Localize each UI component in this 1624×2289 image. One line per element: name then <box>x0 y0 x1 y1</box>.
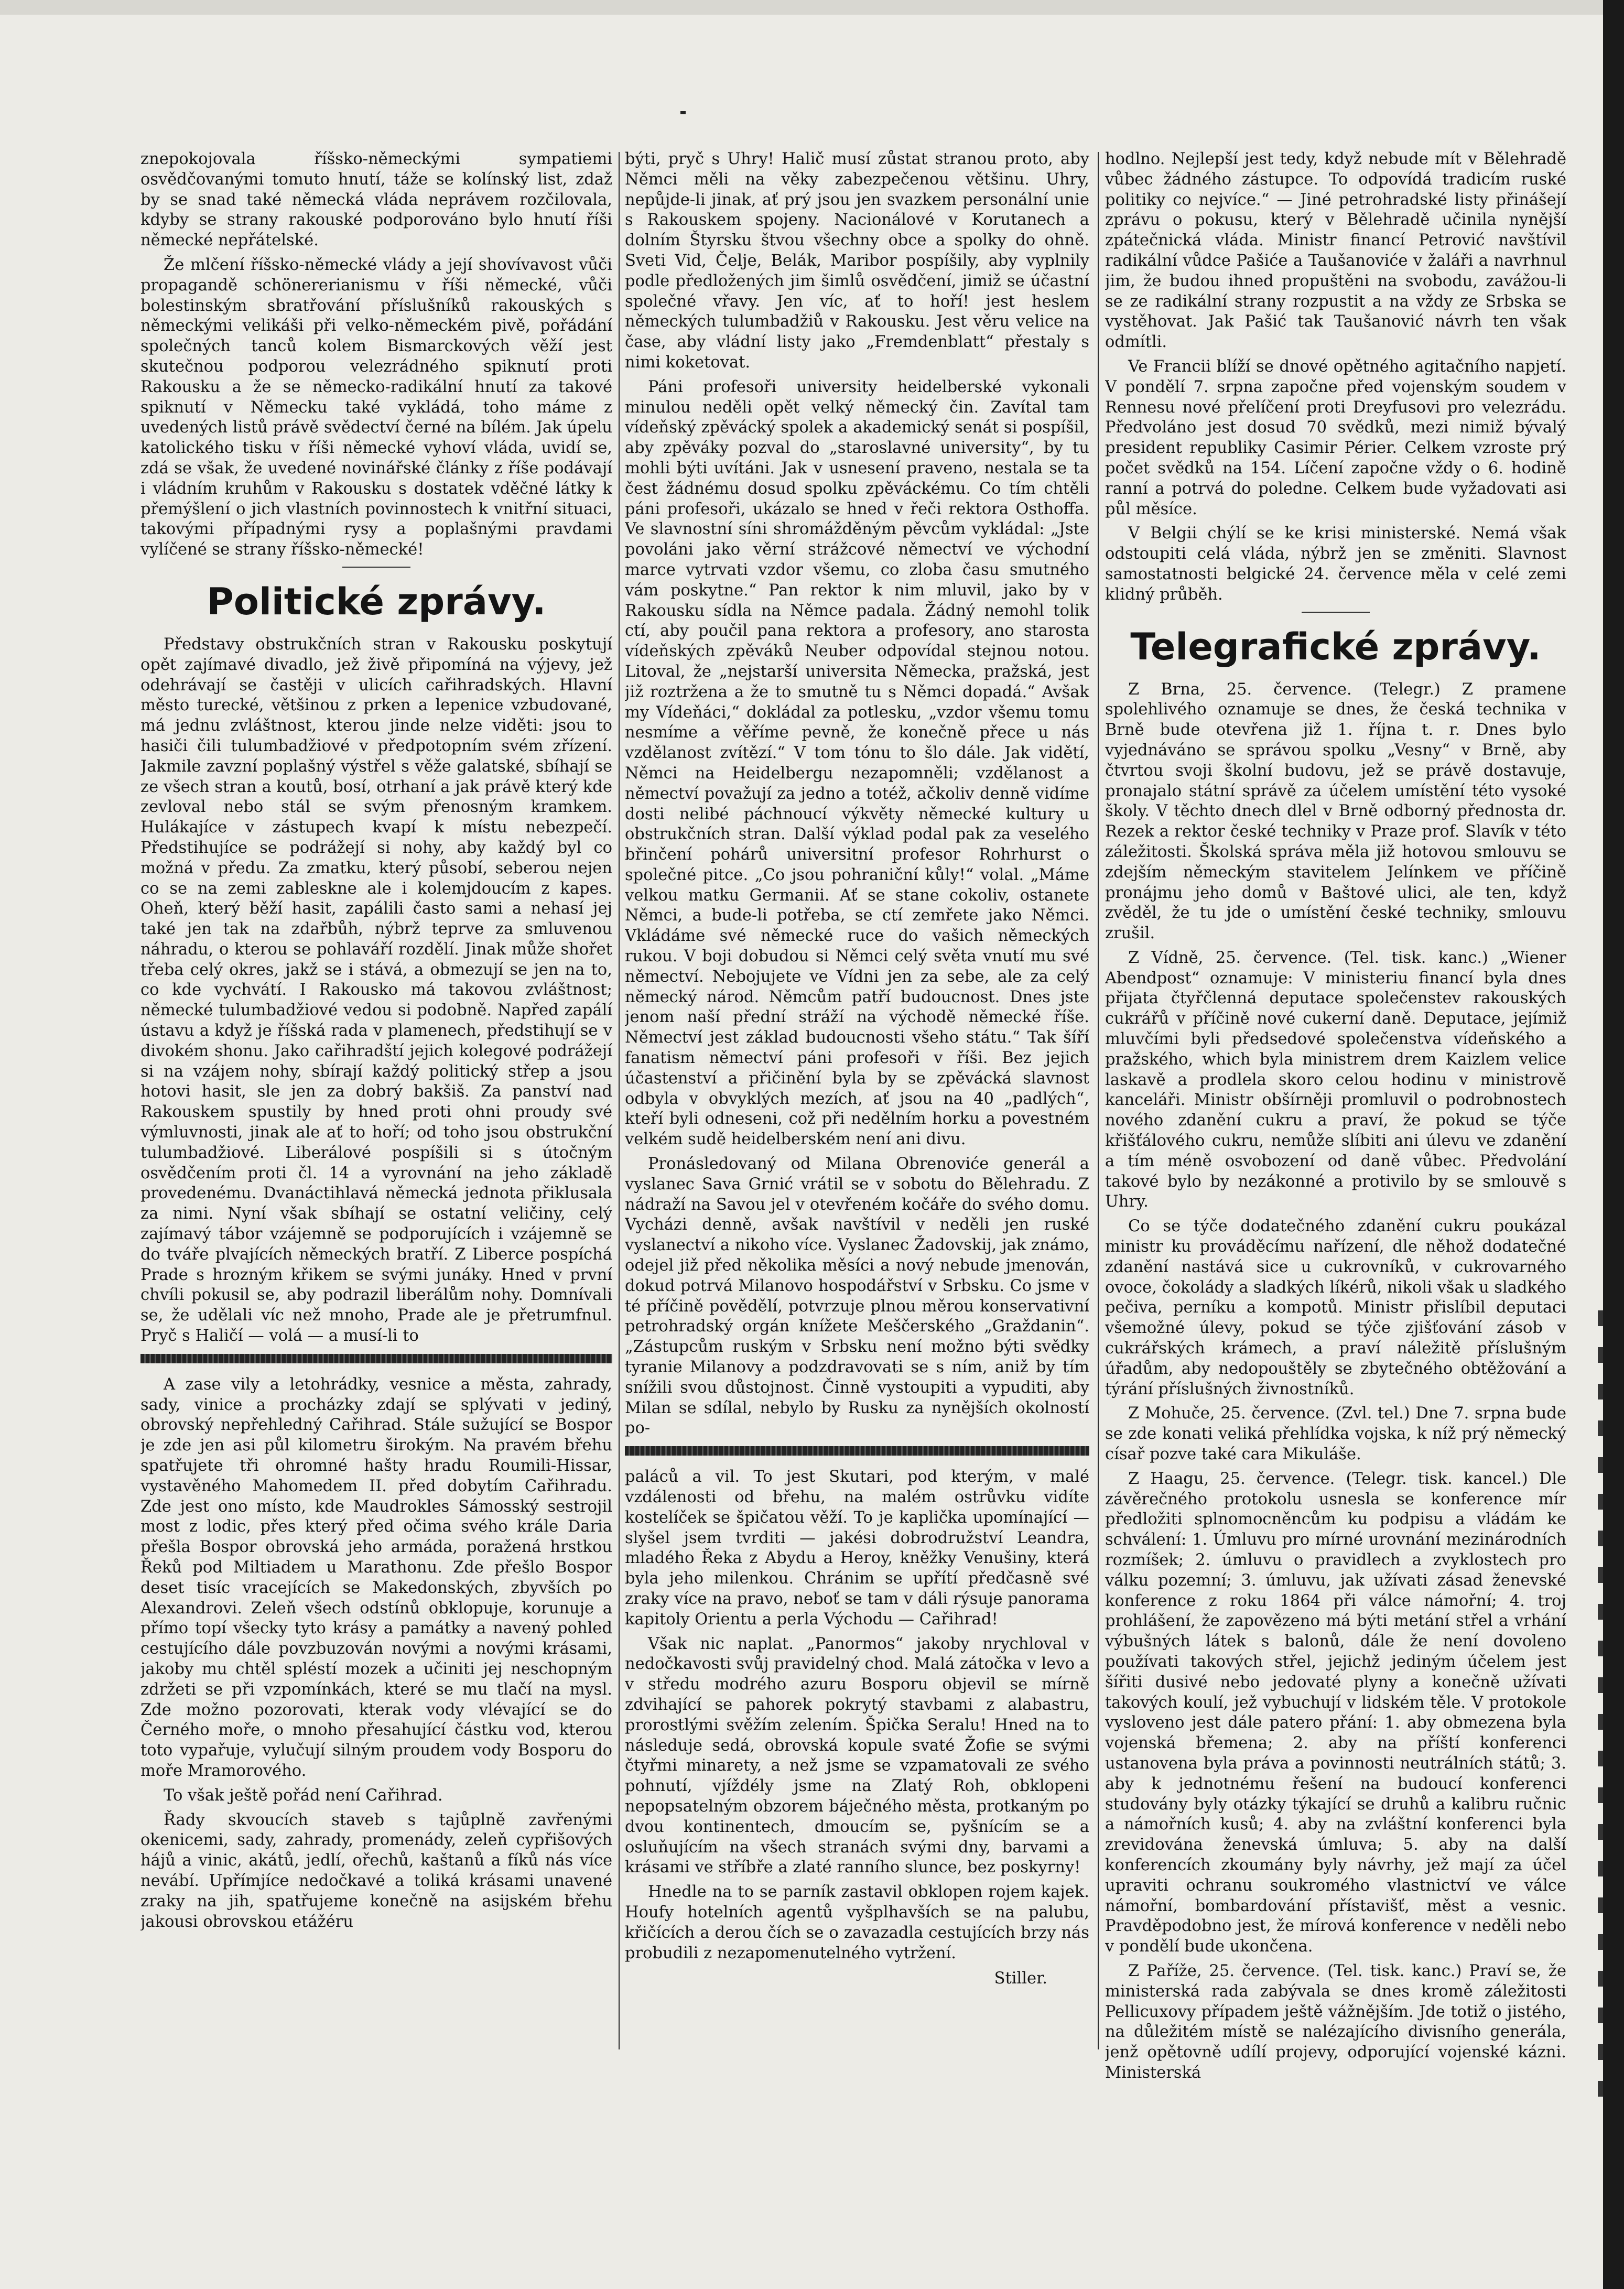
page-right-edge <box>1603 0 1624 2289</box>
telegram-paragraph: Z Mohuče, 25. července. (Zvl. tel.) Dne 7. srpna bude se zde konati veliká přehlídka vojska, k níž prý německý císař pozve také cara Mikuláše. <box>1105 1404 1566 1464</box>
telegram-paragraph: Z Brna, 25. července. (Telegr.) Z pramene spolehlivého oznamuje se dnes, že česká technika v Brně bude otevřena již 1. října t. r. Dnes bylo vyjednáváno se správou spolku „Vesny“ v Brně, aby čtvrtou svoji školní budovu, jež se právě dostavuje, pronajalo státní správě za účelem umístění této vysoké školy. V těchto dnech dlel v Brně odborný přednosta dr. Rezek a rektor české techniky v Praze prof. Slavík v této záležitosti. Školská správa měla již hotovou smlouvu se zdejším německým stavitelem Jelínkem ve příčině pronájmu jeho domů v Baštové ulici, ale ten, když zvěděl, že tu jde o umístění české techniky, smlouvu zrušil. <box>1105 680 1566 943</box>
column-divider-2 <box>1098 152 1099 2049</box>
feuilleton-paragraph: A zase vily a letohrádky, vesnice a města, zahrady, sady, vinice a procházky zdají se splývati v jediný, obrovský nepřehledný Cařihrad. Stále sužující se Bospor je zde jen asi půl kilometru širokým. Na pravém břehu spatřujete tři ohromné hašty hradu Roumili-Hissar, vystavěného Mahomedem II. před dobytím Cařihradu. Zde jest ono místo, kde Maudrokles Sámosský sestrojil most z lodic, přes který před očima svého krále Daria přešla Bospor obrovská jeho armáda, poražená hrstkou Řeků pod Miltiadem u Marathonu. Zde přešlo Bospor deset tisíc vracejících se Makedonských, zbyvších po Alexandrovi. Zeleň všech odstínů obklopuje, korunuje a přímo topí všecky tyto krásy a památky a navený pohled cestujícího dále povzbuzován novými a novými krásami, jakoby mu chtěl spléstí mozek a učiniti jej neschopným zdržeti se při vzpomínkách, které se mu tlačí na mysl. Zde možno pozorovati, kterak vody vlévající se do Černého moře, o mnoho přesahující částku vod, kterou toto vypařuje, vylučují silným proudem vody Bosporu do moře Mramorového. <box>140 1375 612 1780</box>
section-divider <box>342 567 410 568</box>
section-divider <box>1302 612 1370 613</box>
feuilleton-paragraph: To však ještě pořád není Cařihrad. <box>164 1786 443 1805</box>
margin-marks <box>1598 1310 1603 2097</box>
article-paragraph: býti, pryč s Uhry! Halič musí zůstat stranou proto, aby Němci měli na věky zabezpečenou většinu. Uhry, nepůjde-li jinak, ať prý jsou jen svazkem personální unie s Rakouskem spojeny. Nacionálové v Korutanech a dolním Štyrsku štvou všechny obce a spolky do ohně. Sveti Vid, Čelje, Belák, Maribor pospíšily, aby vyplnily podle předložených jim šimlů osvědčení, jimiž se účastní společné vřavy. Jen víc, ať to hoří! jest heslem německých tulumbadžiů v Rakousku. Jest věru velice na čase, aby vládní listy jako „Fremdenblatt“ přestaly s nimi koketovat. <box>625 150 1089 372</box>
page-mark <box>680 111 686 114</box>
feuilleton-divider <box>625 1446 1089 1456</box>
feuilleton-paragraph: paláců a vil. To jest Skutari, pod kterým, v malé vzdálenosti od břehu, na malém ostrůvku vidíte kostelíček se špičatou věží. To je kaplička upomínající — slyšel jsem tvrditi — jakési dobrodružství Leandra, mladého Řeka z Abydu a Heroy, kněžky Venušiny, která byla jeho milenkou. Chránim se upřítí předčasně své zraky více na pravo, neboť se tam v dáli rýsuje panorama kapitoly Orientu a perla Východu — Cařihrad! <box>625 1468 1089 1629</box>
article-paragraph: Páni profesoři university heidelberské vykonali minulou neděli opět velký německý čin. Zavítal tam vídeňský zpěvácký spolek a akademický senát si pospíšil, aby zpěváky pozval do „staroslavné university“, by tu mohli býti uvítáni. Jak v usnesení praveno, nestala se ta čest žádnému dosud spolku zpěváckému. Co tím chtěli páni profesoři, ukázalo se hned v řeči rektora Osthoffa. Ve slavnostní síni shromážděným pěvcům vykládal: „Jste povoláni jako věrní strážcové němectví ve východní marce vytrvati vzdor všemu, co zloba času smutného vám poskytne.“ Pan rektor k nim mluvil, jako by v Rakousku sídla na Němce padala. Žádný nemohl tolik ctí, aby poučil pana rektora a profesory, ano starosta vídeňských zpěváků Neuber odpovídal stejnou notou. Litoval, že „nejstarší universita Německa, pražská, jest již roztržena a že to smutně tu s Němci dopadá.“ Avšak my Vídeňáci,“ dokládal za potlesku, „vzdor všemu tomu nesmíme a věříme pevně, že konečně přece u nás vzdělanost zvítězí.“ V tom tónu to šlo dále. Jak vidětí, Němci na Heidelbergu nezapomněli; vzdělanost a němectví považují za jedno a totéž, ačkoliv denně vidíme dosti nelibé páchnoucí výkvěty německé kultury u obstrukčních stran. Další výklad podal pak za veselého břinčení pohárů universitní profesor Rohrhurst o společné pitce. „Co jsou pohraniční kůly!“ volal. „Máme velkou matku Germanii. Ať se stane cokoliv, ostanete Němci, a bude-li potřeba, se ctí zemřete jako Němci. Vkládáme své německé ruce do vašich německých rukou. V boji dobudou si Němci celý světa vnutí mu své němectví. Nebojujete ve Vídni jen za sebe, ale za celý německý národ. Němcům patří budoucnost. Dnes jste jenom naší přední stráží na východě německé říše. Němectví jest základ budoucnosti všeho státu.“ Tak šíří fanatism němectví páni profesoři v říši. Bez jejich účastenství a přičinění byla by se zpěvácká slavnost odbyla v obvyklých mezích, ať jsou na 40 „padlých“, kteří byli odneseni, což při nedělním horku a povestném velkém sudě heidelberském není ani divu. <box>625 377 1089 1149</box>
article-paragraph: Představy obstrukčních stran v Rakousku poskytují opět zajímavé divadlo, jež živě připomíná na výjevy, jež odehrávají se častěji v ulicích cařihradských. Hlavní město turecké, většinou z prken a lepenice vzbudované, má jednu zvláštnost, kterou jinde nelze viděti: jsou to hasiči čili tulumbadžiové v předpotopním svém zřízení. Jakmile zavzní poplašný výstřel s věže galatské, sbíhají se ze všech stran a koutů, bosí, otrhaní a jak právě který kde zevloval nebo stál se svým přenosným kramkem. Hulákajíce v zástupech kvapí k místu nebezpečí. Předstihujíce se podrážejí si nohy, aby každý byl co možná v předu. Za zmatku, který působí, seberou nejen co se na zemi zablesknе ale i kolemjdoucím z kapes. Oheň, který běží hasit, zapálili často sami a nehasí jej také jen tak na zdařbůh, nýbrž teprve za smluvenou náhradu, o kterou se pohlaváří rozdělí. Jinak může shořet třeba celý okres, jakž se i stává, a obmezují se jen na to, co kde vychvátí. I Rakousko má takovou zvláštnost; německé tulumbadžiové vedou si podobně. Napřed zapálí ústavu a když je říšská rada v plamenech, předstihují se v divokém shonu. Jako cařihradští jejich kolegové podrážejí si na vzájem nohy, sbírají každý politický střep a jsou hotovi hasit, sle jen za dobrý bakšiš. Za panství nad Rakouskem spustily by hned proti ohni proudy své výmluvnosti, jinak ale ať to hoří; od toho jsou obstrukční tulumbadžiové. Liberálové pospíšili si s útočným osvědčením proti čl. 14 a vyrovnání na jeho základě provedenému. Dvanáctihlavá německá jednota přiklusala za nimi. Nyní však sbíhají se ostatní veličiny, celý zajímavý tábor vzájemně se podporujících i vzájemně se do tváře plvajících německých bratří. Z Liberce pospíchá Prade s hrozným křikem se svými junáky. Hned v první chvíli pokusil se, aby podrazil liberálům nohy. Domnívali se, že udělali víc než mnoho, Prade ale je přetrumfnul. Pryč s Haličí — volá — a musí-li to <box>140 635 612 1346</box>
section-heading-telegraficke-zpravy: Telegrafické zprávy. <box>1130 625 1541 668</box>
telegram-paragraph: Co se týče dodatečného zdanění cukru poukázal ministr ku prováděcímu nařízení, dle něhož dodatečné zdanění nastává sice u cukrovníků, v cukrovarného ovoce, čokolády a sladkých líkérů, nikoli však u sladkého pečiva, perníku a kompotů. Ministr přislíbil deputaci všemožné úlevy, pokud se týče zjišťování zásob v cukrářských krámech, a praví náležitě příslušným úřadům, aby nedopouštěly se zbytečného obtěžování a týrání příslušných živnostníků. <box>1105 1217 1566 1398</box>
article-paragraph: Že mlčení říšsko-německé vlády a její shovívavost vůči propagandě schönererianismu v říši německé, vůči bolestinským sbratřování příslušníků rakouských s německými velikáši při velko-německém pivě, pořádání společných tanců kolem Bismarckových věží jest skutečnou podporou velezrádného spiknutí proti Rakousku a že se německo-radikální hnutí za takové spiknutí v Německu také vykládá, toho máme z uvedených listů právě svědectví černé na bílém. Jak úpelu katolického tisku v říši německé vyhoví vláda, uvidí se, zdá se však, že uvedené novinářské články z říše podávají i vládním kruhům v Rakousku s dostatek vděčné látky k přemýšlení o jich vlastních povinnostech k vnitřní situaci, takovými případnými rysy a poplašnými pravdami vylíčené se strany říšsko-německé! <box>140 255 612 559</box>
telegram-paragraph: Z Haagu, 25. července. (Telegr. tisk. kancel.) Dle závěrečného protokolu usnesla se konference mír předložiti splnomocněncům ku podpisu a vládám ke schválení: 1. Úmluvu pro mírné urovnání mezinárodních rozmíšek; 2. úmluvu o pravidlech a zvyklostech pro válku pozemní; 3. úmluvu, jak užívati zásad ženevské konference z roku 1864 při válce námořní; 4. troj prohlášení, že zapovězeno má býti metání střel a vrhání výbušných látek s balonů, dále že není dovoleno používati takových střel, jejichž jediným účelem jest šířiti dusivé nebo jedovaté plyny a konečně užívati takových koulí, jež vybuchují v lidském těle. V protokole vysloveno jest dále patero přání: 1. aby obmezena byla vojenská břemena; 2. aby na příští konferenci ustanovena byla práva a povinnosti neutrálních států; 3. aby k jednotnému řešení na budoucí konferenci studovány byly otázky týkající se druhů a kalibru ručnic a námořních kusů; 4. aby na zvláštní konferenci byla zrevidována ženevská úmluva; 5. aby na další konferencích zkoumány byly návrhy, jež mají za účel upraviti ochranu soukromého vlastnictví ve válce námořní, bombardování přístavišť, měst a vesnic. Pravděpodobno jest, že mírová konference v neděli nebo v pondělí bude ukončena. <box>1105 1469 1566 1956</box>
article-paragraph: hodlno. Nejlepší jest tedy, když nebude mít v Bělehradě vůbec žádného zástupce. To odpovídá tradicím ruské politiky co nejvíce.“ — Jiné petrohradské listy přinášejí zprávu o pokusu, který v Bělehradě učinila nynější zpátečnická vláda. Ministr financí Petrović navštívil radikální vůdce Pašiće a Taušanoviće v žaláři a navrhnul jim, že budou ihned propuštěni na svobodu, zavážou-li se ze radikální strany rozpustit a na vždy ze Srbska se vystěhovat. Jak Pašić tak Taušanović návrh ten však odmítli. <box>1105 150 1566 352</box>
telegram-paragraph: Z Paříže, 25. července. (Tel. tisk. kanc.) Praví se, že ministerská rada zabývala se dnes kromě záležitosti Pellicuxovy případem ještě vážnějším. Jde totiž o jistého, na důležitém místě se nalézajícího divisního generála, jenž opětovně udílí projevy, odporující vojenské kázni. Ministerská <box>1105 1961 1566 2082</box>
article-paragraph: Ve Francii blíží se dnové opětného agitačního napjetí. V pondělí 7. srpna započne před vojenským soudem v Rennesu nové přelíčení proti Dreyfusovi pro velezrádu. Předvoláno jest dosud 70 svědků, mezi nimiž bývalý president republiky Casimir Périer. Celkem vzroste prý počet svědků na 154. Líčení započne vždy o 6. hodině ranní a potrvá do poledne. Celkem bude vyžadovati asi půl měsíce. <box>1105 357 1566 518</box>
feuilleton-divider <box>140 1354 612 1363</box>
column-1 <box>140 149 612 2225</box>
article-paragraph: Pronásledovaný od Milana Obrenoviće generál a vyslanec Sava Grnić vrátil se v sobotu do Bělehradu. Z nádraží na Savou jel v otevřeném kočáře do svého domu. Vycházi denně, avšak navštívil v neděli jen ruské vyslanectví a nikoho více. Vyslanec Žadovskij, jak známo, odejel již před několika měsíci a nový nebude jmenován, dokud potrvá Milanovo hospodářství v Srbsku. Co jsme v té příčině povědělí, potvrzuje plnou měrou konservativní petrohradský orgán knížete Meščerského „Graždanin“. „Zástupcům ruským v Srbsku není možno býti svědky tyranie Milanovy a podzdravovati se s ním, aniž by tím snížili svou důstojnost. Činně vystoupiti a vypuditi, aby Milan se sdílal, nebylo by Rusku za nynějších okolností po- <box>625 1155 1089 1438</box>
feuilleton-paragraph: Hnedle na to se parník zastavil obklopen rojem kajek. Houfy hotelních agentů vyšplhavších se na palubu, křičících a derou čích se o zavazadla cestujících brzy nás probudili z nezapomenutelného vytržení. <box>625 1883 1089 1962</box>
column-2 <box>625 149 1089 2225</box>
author-signature: Stiller. <box>994 1969 1047 1988</box>
telegram-paragraph: Z Vídně, 25. července. (Tel. tisk. kanc.) „Wiener Abendpost“ oznamuje: V ministeriu financí byla dnes přijata čtyřčlenná deputace společenstev rakouských cukrářů v příčině nové cukerní daně. Deputace, jejímiž mluvčími byli předsedové společenstva vídeňského a pražského, which byla ministrem drem Kaizlem velice laskavě a prodlela skoro celou hodinu v ministrově kanceláři. Ministr obšírněji promluvil o podrobnostech nového zdanění cukru a praví, že pokud se týče křišťálového cukru, nemůže slíbiti ani úlevu ve zdanění a tím méně osvobození od daně vůbec. Předvolání takové bylo by nezákonné a protivilo by se smlouvě s Uhry. <box>1105 948 1566 1211</box>
section-heading-politicke-zpravy: Politické zprávy. <box>207 580 546 623</box>
article-paragraph: znepokojovala říšsko-německými sympatiemi osvědčovanými tomuto hnutí, táže se kolínský list, zdaž by se snad také německá vláda neprávem rozčilovala, kdyby se strany rakouské podporováno bylo hnutí říši německé nepřátelské. <box>140 150 612 250</box>
feuilleton-paragraph: Však nic naplat. „Panormos“ jakoby nrychloval v nedočkavosti svůj pravidelný chod. Malá zátočka v levo a v středu modrého azuru Bosporu objevil se mírně zdvihající se pahorek pokrytý stavbami z alabastru, prorostlými svěžím zelením. Špička Seralu! Hned na to následuje sedá, obrovská kopule svaté Žofie se svými čtyřmi minarety, a než jsme se vzpamatovali ze svého pohnutí, vjíždély jsme na Zlatý Roh, obklopeni nepopsatelným obzorem báječného města, protkaným po dvou kontinentech, dmoucím se, pyšnícím se a osluňujícím na všech stranách svými dny, barvami a krásami ve stříbře a zlaté ranního slunce, bez poskyrny! <box>625 1634 1089 1877</box>
column-divider-1 <box>619 152 620 2049</box>
article-paragraph: V Belgii chýlí se ke krisi ministerské. Nemá však odstoupiti celá vláda, nýbrž jen se změniti. Slavnost samostatnosti belgické 24. července měla v celé zemi klidný průběh. <box>1105 524 1566 604</box>
column-3 <box>1105 149 1566 2225</box>
page-top-edge <box>0 0 1624 15</box>
feuilleton-paragraph: Řady skvoucích staveb s tajůplně zavřenými okenicemi, sady, zahrady, promenády, zeleň cypřišových hájů a vinic, akátů, jedlí, ořechů, kaštanů a fíků nás více nevábí. Upřímjíce nedočkavé a toliká krásami unavené zraky na jih, spatřujeme konečně na asijském břehu jakousi obrovskou etážéru <box>140 1810 612 1931</box>
